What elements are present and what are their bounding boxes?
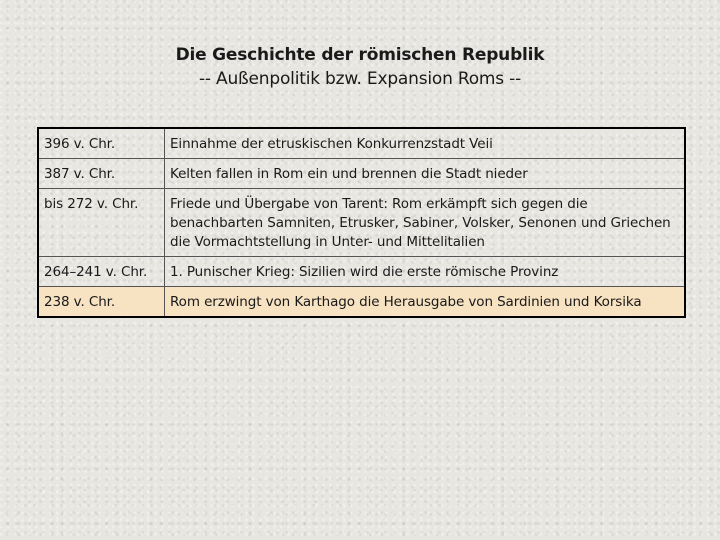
event-cell: Einnahme der etruskischen Konkurrenzstadt Veii <box>165 128 686 159</box>
date-cell: 264–241 v. Chr. <box>38 257 165 287</box>
event-cell: Kelten fallen in Rom ein und brennen die Stadt nieder <box>165 159 686 189</box>
table-row <box>38 128 685 159</box>
page-subtitle: -- Außenpolitik bzw. Expansion Roms -- <box>198 69 522 89</box>
table-row-highlighted <box>38 287 685 318</box>
title-block <box>0 44 720 90</box>
date-cell: bis 272 v. Chr. <box>38 189 165 257</box>
date-cell: 238 v. Chr. <box>38 287 165 318</box>
event-cell: 1. Punischer Krieg: Sizilien wird die erste römische Provinz <box>165 257 686 287</box>
table-row <box>38 257 685 287</box>
event-cell: Friede und Übergabe von Tarent: Rom erkämpft sich gegen die benachbarten Samniten, Etrusker, Sabiner, Volsker, Senonen und Griechen die Vormachtstellung in Unter- und Mittelitalien <box>165 189 686 257</box>
timeline-table <box>37 127 686 318</box>
date-cell: 396 v. Chr. <box>38 128 165 159</box>
date-cell: 387 v. Chr. <box>38 159 165 189</box>
table-row <box>38 189 685 257</box>
page-title: Die Geschichte der römischen Republik <box>175 45 545 65</box>
table-row <box>38 159 685 189</box>
event-cell: Rom erzwingt von Karthago die Herausgabe von Sardinien und Korsika <box>165 287 686 318</box>
